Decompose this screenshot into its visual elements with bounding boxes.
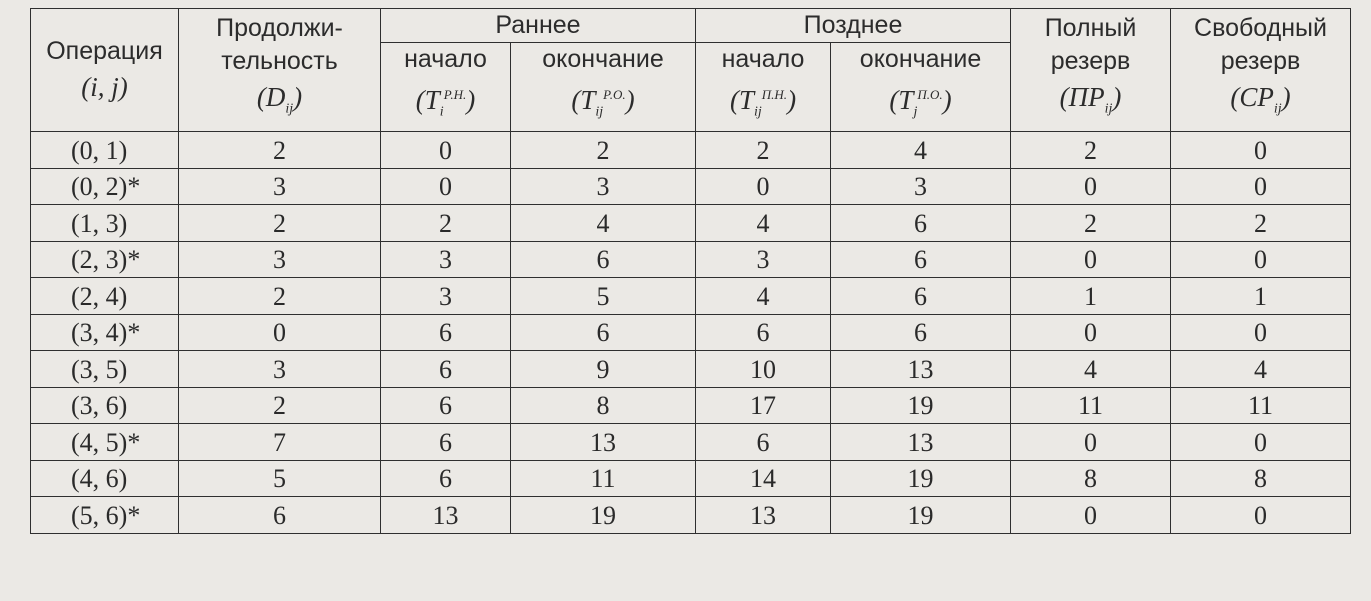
free-reserve-cell: 0 [1171,132,1351,169]
table-row [31,132,1351,169]
early-start-cell: 6 [381,351,511,388]
total-reserve-cell: 2 [1011,205,1171,242]
header-late-start-label: начало [721,45,805,73]
operation-cell: (0, 2)* [31,168,179,205]
late-start-cell: 6 [696,314,831,351]
operations-table [30,8,1351,534]
free-reserve-cell: 11 [1171,387,1351,424]
header-duration-label: Продолжи- тельность [216,14,343,75]
early-finish-cell: 6 [511,314,696,351]
table-row [31,314,1351,351]
late-start-cell: 6 [696,424,831,461]
total-reserve-cell: 4 [1011,351,1171,388]
late-start-cell: 4 [696,205,831,242]
early-start-cell: 3 [381,278,511,315]
table-row [31,278,1351,315]
table-row [31,205,1351,242]
early-finish-cell: 3 [511,168,696,205]
operation-cell: (2, 3)* [31,241,179,278]
table-row [31,168,1351,205]
operation-cell: (4, 6) [31,460,179,497]
late-finish-cell: 13 [831,424,1011,461]
total-reserve-cell: 0 [1011,168,1171,205]
total-reserve-cell: 0 [1011,497,1171,534]
operation-cell: (5, 6)* [31,497,179,534]
operation-cell: (4, 5)* [31,424,179,461]
early-finish-cell: 9 [511,351,696,388]
table-row [31,387,1351,424]
header-free-reserve-label: Свободный резерв [1194,14,1327,75]
early-start-cell: 13 [381,497,511,534]
header-late: Позднее [696,9,1011,43]
operation-cell: (3, 6) [31,387,179,424]
duration-cell: 3 [179,168,381,205]
early-finish-cell: 19 [511,497,696,534]
early-start-cell: 6 [381,460,511,497]
total-reserve-cell: 1 [1011,278,1171,315]
duration-cell: 2 [179,205,381,242]
duration-cell: 7 [179,424,381,461]
duration-cell: 2 [179,132,381,169]
table-row [31,351,1351,388]
header-total-reserve-symbol: $(ПР_{ij})$ [1059,82,1122,117]
header-free-reserve [1171,9,1351,132]
free-reserve-cell: 0 [1171,314,1351,351]
header-operation [31,9,179,132]
late-start-cell: 14 [696,460,831,497]
total-reserve-cell: 2 [1011,132,1171,169]
early-finish-cell: 13 [511,424,696,461]
early-start-cell: 6 [381,314,511,351]
late-finish-cell: 19 [831,387,1011,424]
header-early-finish-label: окончание [542,45,664,73]
early-start-cell: 0 [381,168,511,205]
late-start-cell: 13 [696,497,831,534]
early-finish-cell: 8 [511,387,696,424]
early-finish-cell: 5 [511,278,696,315]
free-reserve-cell: 0 [1171,497,1351,534]
table-row [31,241,1351,278]
early-start-cell: 3 [381,241,511,278]
late-finish-cell: 3 [831,168,1011,205]
free-reserve-cell: 4 [1171,351,1351,388]
operation-cell: (2, 4) [31,278,179,315]
operation-cell: (0, 1) [31,132,179,169]
early-start-cell: 6 [381,424,511,461]
header-early-start [381,43,511,132]
early-finish-cell: 11 [511,460,696,497]
late-start-cell: 0 [696,168,831,205]
header-early-finish-symbol: $(T_{ij}^{Р.О.})$ [571,85,635,120]
total-reserve-cell: 0 [1011,424,1171,461]
header-operation-label: Операция [46,36,163,65]
late-finish-cell: 6 [831,205,1011,242]
header-early-finish [511,43,696,132]
late-finish-cell: 6 [831,241,1011,278]
table-body [31,132,1351,534]
late-finish-cell: 19 [831,460,1011,497]
table-row [31,497,1351,534]
header-late-finish-symbol: $(T_j^{П.О.})$ [889,85,952,120]
total-reserve-cell: 0 [1011,314,1171,351]
early-finish-cell: 6 [511,241,696,278]
late-start-cell: 4 [696,278,831,315]
free-reserve-cell: 0 [1171,241,1351,278]
early-finish-cell: 2 [511,132,696,169]
late-start-cell: 10 [696,351,831,388]
early-start-cell: 0 [381,132,511,169]
duration-cell: 0 [179,314,381,351]
late-finish-cell: 4 [831,132,1011,169]
header-late-finish [831,43,1011,132]
late-finish-cell: 19 [831,497,1011,534]
header-free-reserve-symbol: $(СР_{ij})$ [1230,82,1291,117]
late-finish-cell: 13 [831,351,1011,388]
late-finish-cell: 6 [831,278,1011,315]
header-late-start-symbol: $(T_{ij}^{П.Н.})$ [729,85,797,120]
header-duration [179,9,381,132]
header-total-reserve [1011,9,1171,132]
late-start-cell: 2 [696,132,831,169]
total-reserve-cell: 11 [1011,387,1171,424]
free-reserve-cell: 0 [1171,168,1351,205]
table-row [31,424,1351,461]
header-early-start-symbol: $(T_i^{Р.Н.})$ [415,85,476,120]
free-reserve-cell: 8 [1171,460,1351,497]
duration-cell: 3 [179,351,381,388]
free-reserve-cell: 0 [1171,424,1351,461]
operation-cell: (3, 5) [31,351,179,388]
operation-cell: (1, 3) [31,205,179,242]
early-start-cell: 6 [381,387,511,424]
duration-cell: 5 [179,460,381,497]
duration-cell: 6 [179,497,381,534]
late-start-cell: 3 [696,241,831,278]
table-row [31,460,1351,497]
free-reserve-cell: 2 [1171,205,1351,242]
duration-cell: 3 [179,241,381,278]
header-total-reserve-label: Полный резерв [1044,14,1137,75]
duration-cell: 2 [179,278,381,315]
operation-cell: (3, 4)* [31,314,179,351]
header-operation-symbol: (i, j) [81,71,128,102]
header-early: Раннее [381,9,696,43]
total-reserve-cell: 8 [1011,460,1171,497]
header-early-start-label: начало [404,45,487,73]
header-late-finish-label: окончание [859,45,982,73]
late-start-cell: 17 [696,387,831,424]
table-header [31,9,1351,132]
early-finish-cell: 4 [511,205,696,242]
header-late-start [696,43,831,132]
late-finish-cell: 6 [831,314,1011,351]
header-duration-symbol: $(D_{ij})$ [256,82,303,117]
total-reserve-cell: 0 [1011,241,1171,278]
duration-cell: 2 [179,387,381,424]
early-start-cell: 2 [381,205,511,242]
free-reserve-cell: 1 [1171,278,1351,315]
